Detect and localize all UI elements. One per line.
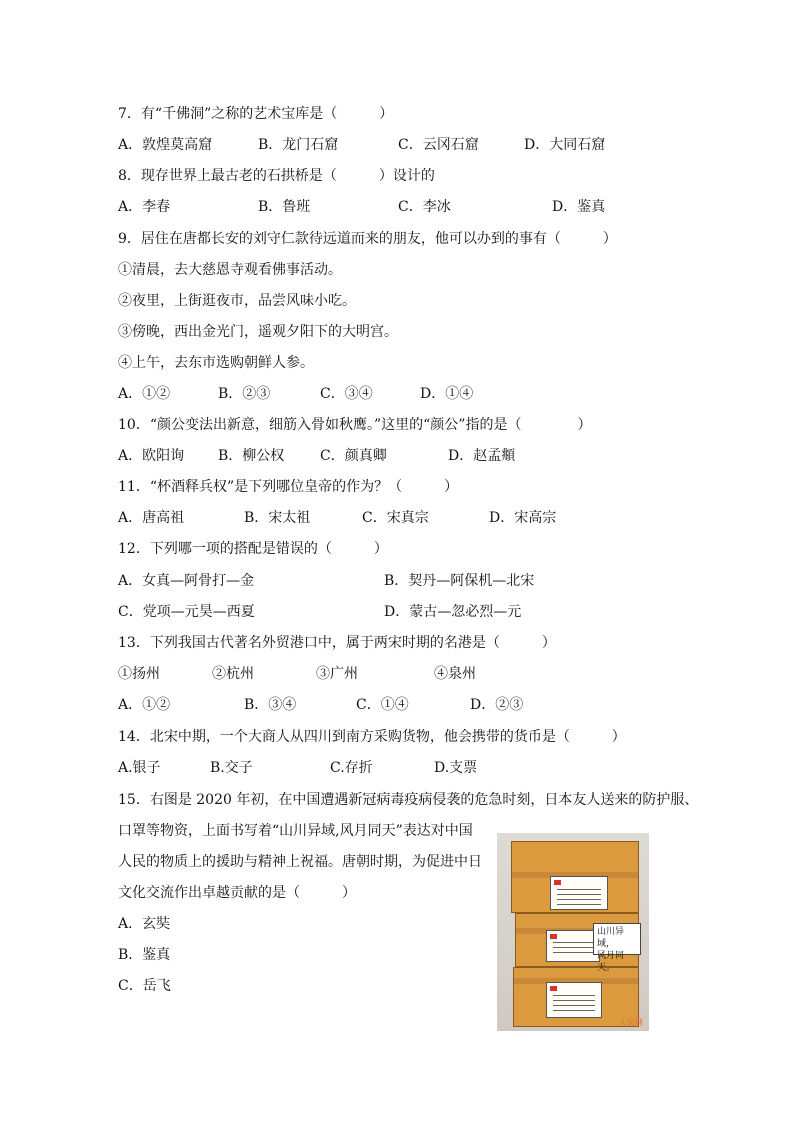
question-10-option-c[interactable]: C．颜真卿	[320, 448, 387, 464]
question-13-stem: 13．下列我国古代著名外贸港口中，属于两宋时期的名港是（ ）	[118, 635, 556, 651]
question-15-option-a[interactable]: A．玄奘	[118, 916, 171, 932]
question-15-option-b[interactable]: B．鉴真	[118, 947, 171, 963]
question-7-option-b[interactable]: B．龙门石窟	[258, 137, 339, 153]
photo-watermark: 人民网	[619, 1018, 643, 1027]
question-8-stem: 8．现存世界上最古老的石拱桥是（ ）设计的	[118, 168, 435, 184]
question-11-option-c[interactable]: C．宋真宗	[362, 510, 429, 526]
question-11-option-d[interactable]: D．宋高宗	[489, 510, 557, 526]
question-11-option-a[interactable]: A．唐高祖	[118, 510, 185, 526]
question-9-option-b[interactable]: B．②③	[218, 386, 271, 402]
question-8-option-d[interactable]: D．鉴真	[552, 199, 606, 215]
question-13-item-1: ①扬州	[118, 666, 160, 682]
question-7-option-d[interactable]: D．大同石窟	[524, 137, 606, 153]
question-15-stem-line-2: 口罩等物资，上面书写着“山川异域,风月同天”表达对中国	[118, 823, 473, 839]
question-11-option-b[interactable]: B．宋太祖	[244, 510, 311, 526]
question-9-item-1: ①清晨，去大慈恩寺观看佛事活动。	[118, 262, 342, 278]
question-15-stem-line-4: 文化交流作出卓越贡献的是（ ）	[118, 885, 356, 901]
question-7-option-c[interactable]: C．云冈石窟	[398, 137, 479, 153]
poem-sign-line-1: 山川异域，	[597, 927, 625, 949]
question-8-option-c[interactable]: C．李冰	[398, 199, 451, 215]
question-9-stem: 9．居住在唐都长安的刘守仁款待远道而来的朋友，他可以办到的事有（ ）	[118, 231, 617, 247]
poem-sign-line-2: 风月同天。	[597, 951, 625, 973]
question-13-option-d[interactable]: D．②③	[470, 697, 524, 713]
question-13-option-a[interactable]: A．①②	[118, 697, 171, 713]
question-10-option-a[interactable]: A．欧阳询	[118, 448, 185, 464]
question-12-option-d[interactable]: D．蒙古—忽必烈—元	[384, 604, 522, 620]
box-label	[546, 982, 602, 1018]
question-10-option-b[interactable]: B．柳公权	[218, 448, 285, 464]
question-7-option-a[interactable]: A．敦煌莫高窟	[118, 137, 213, 153]
question-12-option-a[interactable]: A．女真—阿骨打—金	[118, 573, 255, 589]
question-12-option-c[interactable]: C．党项—元昊—西夏	[118, 604, 255, 620]
question-10-option-d[interactable]: D．赵孟頫	[448, 448, 516, 464]
question-14-stem: 14．北宋中期，一个大商人从四川到南方采购货物，他会携带的货币是（ ）	[118, 729, 626, 745]
question-11-stem: 11．“杯酒释兵权”是下列哪位皇帝的作为？（ ）	[118, 479, 459, 495]
question-7-stem: 7．有“千佛洞”之称的艺术宝库是（ ）	[118, 106, 394, 122]
donation-boxes-photo	[497, 833, 649, 1031]
question-14-option-b[interactable]: B.交子	[210, 760, 253, 776]
question-10-stem: 10．“颜公变法出新意，细筋入骨如秋鹰。”这里的“颜公”指的是（ ）	[118, 417, 592, 433]
question-12-option-b[interactable]: B．契丹—阿保机—北宋	[384, 573, 535, 589]
cardboard-box-top	[511, 841, 639, 913]
question-15-stem-line-3: 人民的物质上的援助与精神上祝福。唐朝时期，为促进中日	[118, 854, 482, 870]
question-9-item-4: ④上午，去东市选购朝鲜人参。	[118, 355, 314, 371]
question-14-option-d[interactable]: D.支票	[434, 760, 478, 776]
question-13-item-2: ②杭州	[212, 666, 254, 682]
question-8-option-a[interactable]: A．李春	[118, 199, 171, 215]
question-15-option-c[interactable]: C．岳飞	[118, 978, 171, 994]
question-12-stem: 12．下列哪一项的搭配是错误的（ ）	[118, 541, 388, 557]
question-9-option-a[interactable]: A．①②	[118, 386, 171, 402]
question-9-item-3: ③傍晚，西出金光门，遥观夕阳下的大明宫。	[118, 324, 398, 340]
question-13-option-b[interactable]: B．③④	[244, 697, 297, 713]
question-13-option-c[interactable]: C．①④	[356, 697, 409, 713]
question-14-option-a[interactable]: A.银子	[118, 760, 161, 776]
question-15-stem-line-1: 15．右图是 2020 年初，在中国遭遇新冠病毒疫病侵袭的危急时刻，日本友人送来的防护服、	[118, 792, 699, 808]
question-14-option-c[interactable]: C.存折	[330, 760, 373, 776]
question-9-item-2: ②夜里，上街逛夜市，品尝风味小吃。	[118, 293, 356, 309]
question-8-option-b[interactable]: B．鲁班	[258, 199, 311, 215]
question-9-option-c[interactable]: C．③④	[320, 386, 373, 402]
question-13-item-3: ③广州	[316, 666, 358, 682]
question-13-item-4: ④泉州	[434, 666, 476, 682]
question-9-option-d[interactable]: D．①④	[420, 386, 474, 402]
box-label	[550, 876, 608, 910]
box-label	[546, 930, 600, 962]
poem-sign	[593, 923, 641, 973]
